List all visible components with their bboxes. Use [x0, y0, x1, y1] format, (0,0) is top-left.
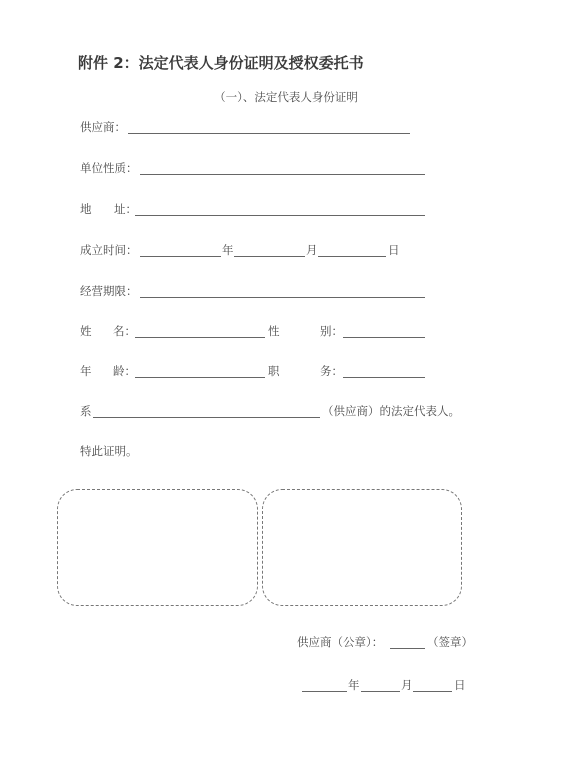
gender-label-first: 性: [268, 324, 280, 338]
supplier-label: 供应商：: [80, 120, 126, 134]
gender-blank-line: [343, 324, 425, 338]
age-blank-line: [135, 364, 265, 378]
signature-label: （签章）: [427, 635, 473, 649]
id-card-back-box: [262, 489, 462, 606]
sign-month-unit: 月: [401, 678, 413, 692]
established-label: 成立时间：: [80, 243, 138, 257]
seal-blank-line: [390, 635, 425, 649]
established-year-unit: 年: [222, 243, 234, 257]
sign-day-unit: 日: [454, 678, 466, 692]
name-label-first: 姓: [80, 324, 92, 338]
sign-year-unit: 年: [348, 678, 360, 692]
address-label-second: 址：: [114, 202, 137, 216]
established-month-unit: 月: [306, 243, 318, 257]
business-term-blank-line: [140, 284, 425, 298]
document-title: 附件 2：法定代表人身份证明及授权委托书: [78, 54, 364, 72]
position-blank-line: [343, 364, 425, 378]
statement-suffix: （供应商）的法定代表人。: [322, 404, 460, 418]
position-label-second: 务：: [320, 364, 343, 378]
established-day-unit: 日: [388, 243, 400, 257]
supplier-blank-line: [128, 120, 410, 134]
representative-name-blank-line: [93, 404, 320, 418]
unit-nature-label: 单位性质：: [80, 161, 138, 175]
statement-prefix: 系: [80, 404, 92, 418]
established-month-blank-line: [234, 243, 305, 257]
sign-year-blank-line: [302, 678, 347, 692]
name-blank-line: [135, 324, 265, 338]
unit-nature-blank-line: [140, 161, 425, 175]
closing-text: 特此证明。: [80, 444, 138, 458]
established-year-blank-line: [140, 243, 221, 257]
business-term-label: 经营期限：: [80, 284, 138, 298]
age-label-second: 龄：: [113, 364, 136, 378]
established-day-blank-line: [318, 243, 386, 257]
id-card-front-box: [57, 489, 258, 606]
age-label-first: 年: [80, 364, 92, 378]
gender-label-second: 别：: [320, 324, 343, 338]
name-label-second: 名：: [113, 324, 136, 338]
position-label-first: 职: [268, 364, 280, 378]
address-blank-line: [135, 202, 425, 216]
official-seal-label: 供应商（公章）：: [297, 635, 384, 649]
section-subtitle: （一）、法定代表人身份证明: [214, 90, 358, 104]
sign-day-blank-line: [413, 678, 452, 692]
address-label-first: 地: [80, 202, 92, 216]
sign-month-blank-line: [361, 678, 400, 692]
